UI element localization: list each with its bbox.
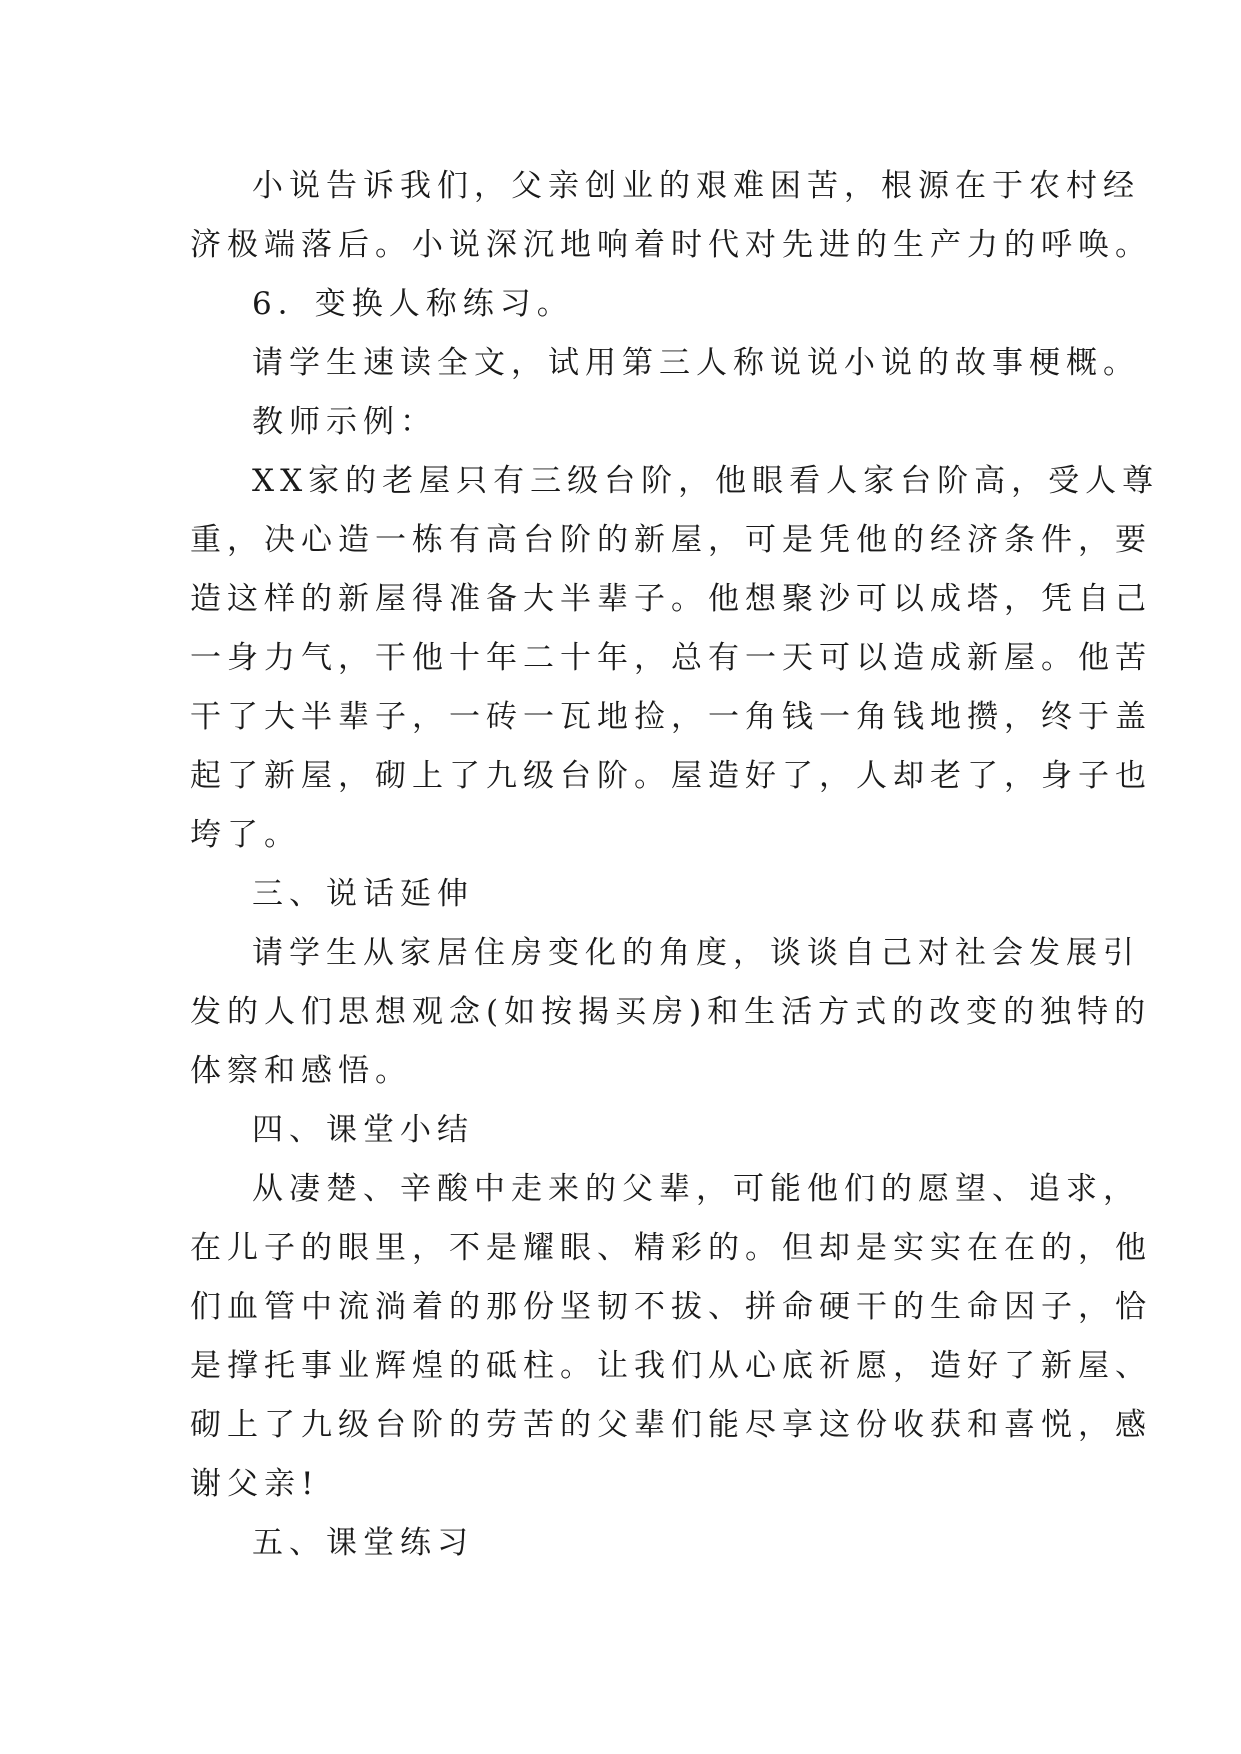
text-line: 谢父亲! <box>190 1466 320 1502</box>
text-line: 在儿子的眼里，不是耀眼、精彩的。但却是实实在在的，他 <box>190 1230 1152 1266</box>
document-body <box>190 157 1160 1573</box>
text-line: 请学生速读全文，试用第三人称说说小说的故事梗概。 <box>252 345 1140 381</box>
section-heading: 五、课堂练习 <box>252 1525 474 1561</box>
text-line: 砌上了九级台阶的劳苦的父辈们能尽享这份收获和喜悦，感 <box>190 1407 1152 1443</box>
text-line: 重，决心造一栋有高台阶的新屋，可是凭他的经济条件，要 <box>190 522 1152 558</box>
text-line: 6．变换人称练习。 <box>252 286 574 322</box>
text-line: 发的人们思想观念(如按揭买房)和生活方式的改变的独特的 <box>190 994 1152 1030</box>
text-line: XX家的老屋只有三级台阶，他眼看人家台阶高，受人尊 <box>252 463 1160 499</box>
text-line: 请学生从家居住房变化的角度，谈谈自己对社会发展引 <box>252 935 1140 971</box>
text-line: 干了大半辈子，一砖一瓦地捡，一角钱一角钱地攒，终于盖 <box>190 699 1152 735</box>
text-line: 济极端落后。小说深沉地响着时代对先进的生产力的呼唤。 <box>190 227 1152 263</box>
text-line: 垮了。 <box>190 817 301 853</box>
text-line: 是撑托事业辉煌的砥柱。让我们从心底祈愿，造好了新屋、 <box>190 1348 1152 1384</box>
text-line: 们血管中流淌着的那份坚韧不拔、拼命硬干的生命因子，恰 <box>190 1289 1152 1325</box>
text-line: 小说告诉我们，父亲创业的艰难困苦，根源在于农村经 <box>252 168 1140 204</box>
section-heading: 四、课堂小结 <box>252 1112 474 1148</box>
text-line: 起了新屋，砌上了九级台阶。屋造好了，人却老了，身子也 <box>190 758 1152 794</box>
text-line: 体察和感悟。 <box>190 1053 412 1089</box>
text-line: 教师示例： <box>252 404 437 440</box>
text-line: 从凄楚、辛酸中走来的父辈，可能他们的愿望、追求， <box>252 1171 1140 1207</box>
text-line: 造这样的新屋得准备大半辈子。他想聚沙可以成塔，凭自己 <box>190 581 1152 617</box>
section-heading: 三、说话延伸 <box>252 876 474 912</box>
text-line: 一身力气，干他十年二十年，总有一天可以造成新屋。他苦 <box>190 640 1152 676</box>
